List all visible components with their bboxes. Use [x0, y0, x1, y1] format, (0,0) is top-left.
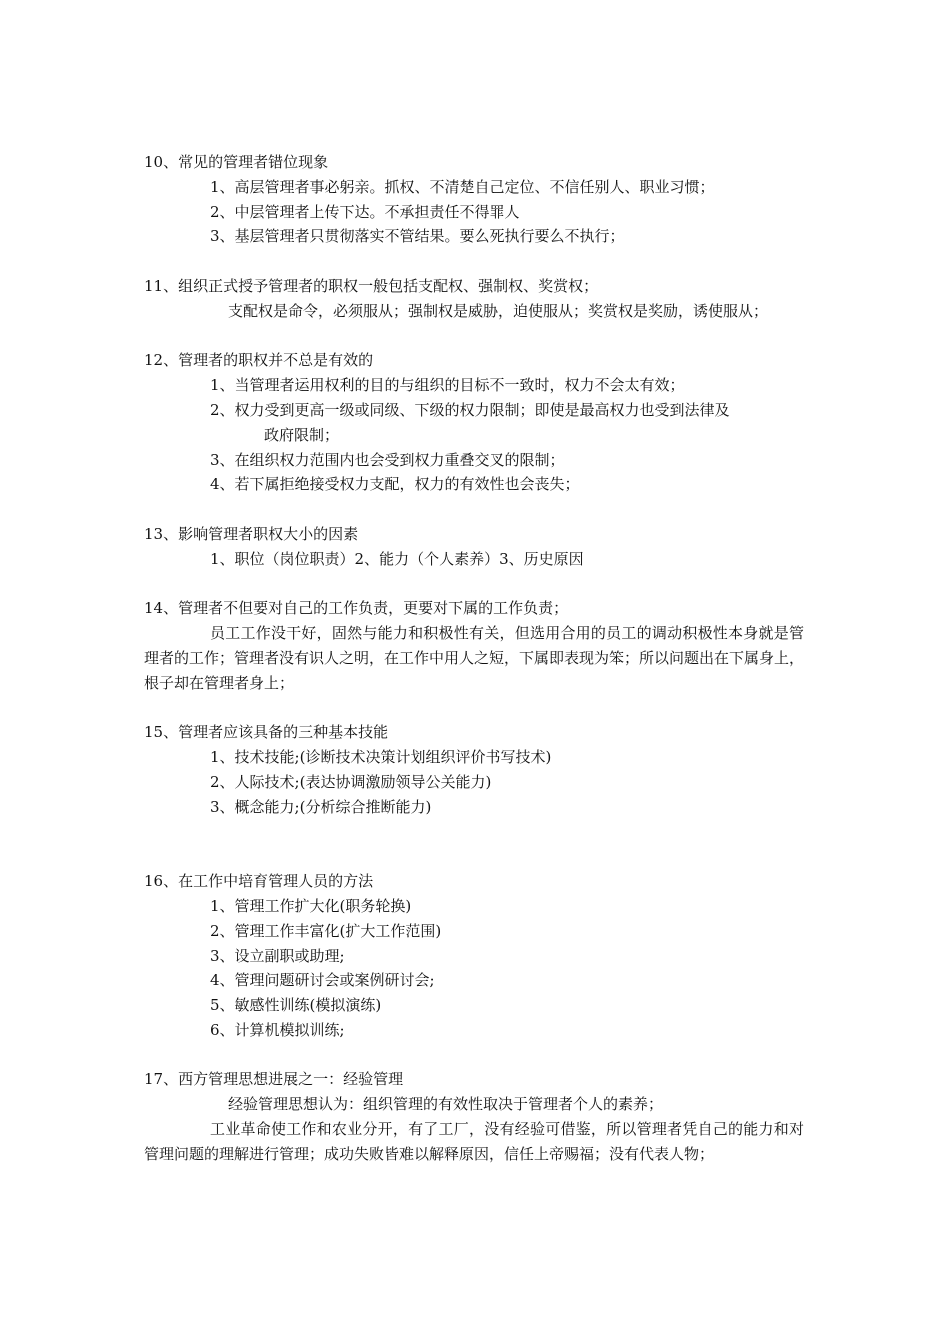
list-item: 4、管理问题研讨会或案例研讨会; [210, 971, 435, 990]
section-heading: 14、管理者不但要对自己的工作负责，更要对下属的工作负责； [144, 599, 569, 618]
section-paragraph: 支配权是命令，必须服从；强制权是威胁，迫使服从；奖赏权是奖励，诱使服从； [228, 301, 769, 320]
spacer [144, 1043, 804, 1068]
list-item: 2、权力受到更高一级或同级、下级的权力限制；即使是最高权力也受到法律及 [210, 400, 730, 419]
list-item: 5、敏感性训练(模拟演练) [210, 996, 382, 1015]
section-11 [144, 274, 804, 324]
section-heading: 12、管理者的职权并不总是有效的 [144, 351, 374, 370]
list-item: 2、人际技术;(表达协调激励领导公关能力) [210, 772, 492, 791]
list-item: 3、在组织权力范围内也会受到权力重叠交叉的限制； [210, 450, 565, 469]
spacer [144, 249, 804, 274]
list-item: 1、当管理者运用权利的目的与组织的目标不一致时，权力不会太有效； [210, 376, 685, 395]
section-paragraph: 工业革命使工作和农业分开，有了工厂，没有经验可借鉴，所以管理者凭自己的能力和对管理问题的理解进行管理；成功失败皆难以解释原因，信任上帝赐福；没有代表人物； [144, 1120, 804, 1163]
spacer [144, 497, 804, 522]
section-paragraph: 经验管理思想认为：组织管理的有效性取决于管理者个人的素养； [228, 1095, 664, 1114]
list-item: 1、管理工作扩大化(职务轮换) [210, 896, 412, 915]
section-heading: 16、在工作中培育管理人员的方法 [144, 872, 374, 891]
list-item: 1、高层管理者事必躬亲。抓权、不清楚自己定位、不信任别人、职业习惯； [210, 177, 715, 196]
section-17 [144, 1067, 804, 1166]
section-heading: 17、西方管理思想进展之一：经验管理 [144, 1070, 404, 1089]
section-10 [144, 150, 804, 249]
document-body [144, 150, 804, 1167]
list-item: 3、设立副职或助理; [210, 946, 345, 965]
section-13 [144, 522, 804, 572]
spacer [144, 572, 804, 597]
spacer [144, 820, 804, 870]
section-16 [144, 869, 804, 1043]
list-item-continuation: 政府限制； [264, 425, 340, 444]
section-paragraph: 员工工作没干好，固然与能力和积极性有关，但选用合用的员工的调动积极性本身就是管理者的工作；管理者没有识人之明，在工作中用人之短，下属即表现为笨；所以问题出在下属身上，根子却在管理者身上； [144, 624, 805, 692]
list-item: 1、职位（岗位职责）2、能力（个人素养）3、历史原因 [210, 549, 584, 568]
section-heading: 13、影响管理者职权大小的因素 [144, 524, 359, 543]
list-item: 4、若下属拒绝接受权力支配，权力的有效性也会丧失； [210, 475, 580, 494]
list-item: 3、概念能力;(分析综合推断能力) [210, 797, 432, 816]
list-item: 1、技术技能;(诊断技术决策计划组织评价书写技术) [210, 748, 552, 767]
spacer [144, 324, 804, 349]
section-12 [144, 348, 804, 497]
list-item: 2、中层管理者上传下达。不承担责任不得罪人 [210, 202, 520, 221]
spacer [144, 696, 804, 721]
section-heading: 15、管理者应该具备的三种基本技能 [144, 723, 389, 742]
section-14 [144, 596, 804, 695]
list-item: 3、基层管理者只贯彻落实不管结果。要么死执行要么不执行； [210, 227, 625, 246]
section-heading: 11、组织正式授予管理者的职权一般包括支配权、强制权、奖赏权； [144, 276, 599, 295]
section-15 [144, 720, 804, 819]
list-item: 2、管理工作丰富化(扩大工作范围) [210, 921, 442, 940]
list-item: 6、计算机模拟训练; [210, 1020, 345, 1039]
section-heading: 10、常见的管理者错位现象 [144, 153, 329, 171]
